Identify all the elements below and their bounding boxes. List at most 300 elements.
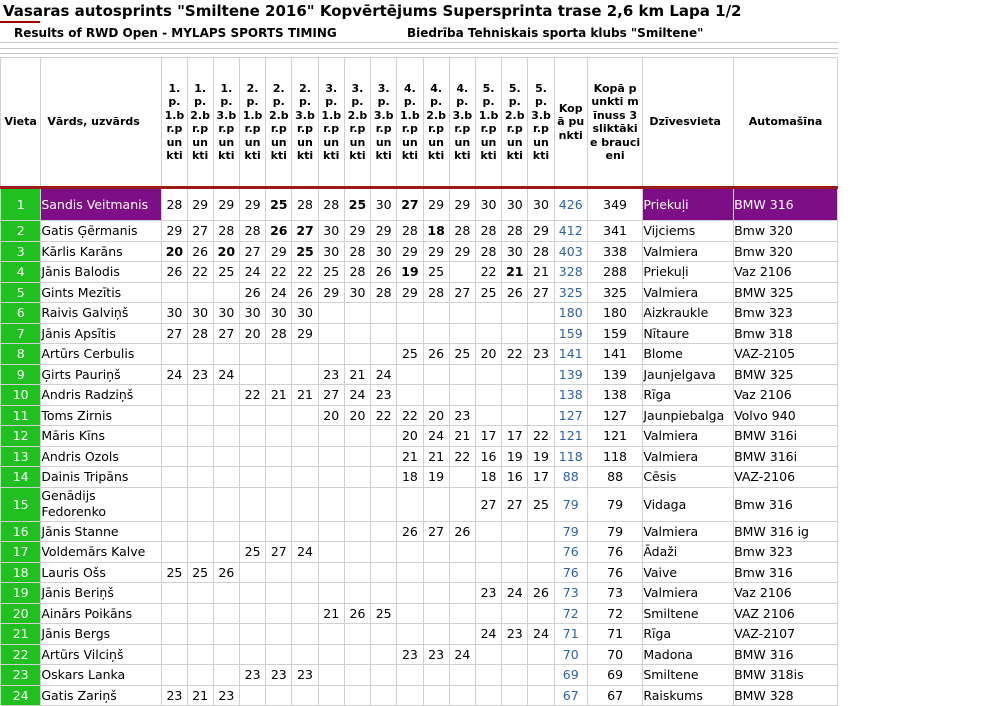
- stage-points: [371, 665, 397, 686]
- stage-points: [213, 583, 239, 604]
- stage-points: 30: [187, 303, 213, 324]
- page-title: Vasaras autosprints "Smiltene 2016" Kopvērtējums Supersprinta trase 2,6 km Lapa 1/2: [3, 2, 742, 20]
- stage-points: [187, 521, 213, 542]
- stage-points: [266, 426, 292, 447]
- total-points: 88: [554, 467, 587, 488]
- net-points: 138: [587, 385, 642, 406]
- header-stage-15: 5.p.3.br.punkti: [528, 58, 554, 188]
- stage-points: [266, 562, 292, 583]
- stage-points: 25: [423, 262, 449, 283]
- header-stage-5: 2.p.2.br.punkti: [266, 58, 292, 188]
- stage-points: [423, 323, 449, 344]
- stage-points: [475, 303, 501, 324]
- total-points: 159: [554, 323, 587, 344]
- stage-points: 23: [502, 624, 528, 645]
- driver-name: Voldemārs Kalve: [41, 542, 162, 563]
- stage-points: 21: [187, 685, 213, 706]
- car-model: BMW 325: [734, 364, 838, 385]
- header-stage-11: 4.p.2.br.punkti: [423, 58, 449, 188]
- car-model: BMW 316i: [734, 446, 838, 467]
- driver-name: Andris Ozols: [41, 446, 162, 467]
- stage-points: 21: [423, 446, 449, 467]
- stage-points: 24: [449, 644, 475, 665]
- stage-points: 23: [371, 385, 397, 406]
- total-points: 426: [554, 188, 587, 221]
- car-model: Vaz 2106: [734, 583, 838, 604]
- stage-points: [344, 446, 370, 467]
- stage-points: [502, 385, 528, 406]
- stage-points: [344, 644, 370, 665]
- total-points: 76: [554, 542, 587, 563]
- stage-points: 20: [318, 405, 344, 426]
- stage-points: [397, 364, 423, 385]
- stage-points: [292, 685, 318, 706]
- stage-points: [397, 562, 423, 583]
- stage-points: 23: [423, 644, 449, 665]
- stage-points: 24: [371, 364, 397, 385]
- driver-name: Raivis Galviņš: [41, 303, 162, 324]
- stage-points: [475, 603, 501, 624]
- stage-points: 28: [292, 188, 318, 221]
- stage-points: 30: [318, 241, 344, 262]
- car-model: VAZ-2106: [734, 467, 838, 488]
- stage-points: [397, 603, 423, 624]
- stage-points: 30: [239, 303, 265, 324]
- header-city: Dzīvesvieta: [643, 58, 734, 188]
- table-row: [1, 405, 838, 426]
- stage-points: 28: [239, 221, 265, 242]
- total-points: 72: [554, 603, 587, 624]
- stage-points: [423, 583, 449, 604]
- total-points: 69: [554, 665, 587, 686]
- stage-points: 27: [502, 487, 528, 521]
- table-row: [1, 426, 838, 447]
- stage-points: 30: [371, 241, 397, 262]
- stage-points: [318, 624, 344, 645]
- title-underline: [0, 21, 40, 23]
- header-name: Vārds, uzvārds: [41, 58, 162, 188]
- stage-points: [502, 521, 528, 542]
- stage-points: 28: [502, 221, 528, 242]
- stage-points: 27: [162, 323, 187, 344]
- table-row: [1, 385, 838, 406]
- stage-points: [162, 385, 187, 406]
- rank-cell: 6: [1, 303, 41, 324]
- stage-points: [187, 583, 213, 604]
- car-model: Bmw 320: [734, 221, 838, 242]
- total-points: 180: [554, 303, 587, 324]
- stage-points: 18: [475, 467, 501, 488]
- stage-points: [162, 644, 187, 665]
- rank-cell: 17: [1, 542, 41, 563]
- stage-points: [371, 426, 397, 447]
- stage-points: 30: [528, 188, 554, 221]
- total-points: 328: [554, 262, 587, 283]
- header-stage-2: 1.p.2.br.punkti: [187, 58, 213, 188]
- stage-points: [371, 521, 397, 542]
- stage-points: [475, 665, 501, 686]
- stage-points: 22: [371, 405, 397, 426]
- residence: Vaive: [643, 562, 734, 583]
- stage-points: 20: [239, 323, 265, 344]
- stage-points: [371, 562, 397, 583]
- residence: Valmiera: [643, 426, 734, 447]
- stage-points: [318, 426, 344, 447]
- stage-points: [213, 426, 239, 447]
- stage-points: 29: [318, 282, 344, 303]
- car-model: Vaz 2106: [734, 385, 838, 406]
- stage-points: [266, 624, 292, 645]
- rank-cell: 3: [1, 241, 41, 262]
- residence: Vijciems: [643, 221, 734, 242]
- stage-points: [449, 685, 475, 706]
- stage-points: 21: [266, 385, 292, 406]
- stage-points: 29: [266, 241, 292, 262]
- rank-cell: 1: [1, 188, 41, 221]
- rank-cell: 24: [1, 685, 41, 706]
- header-stage-1: 1.p.1.br.punkti: [162, 58, 187, 188]
- stage-points: 21: [318, 603, 344, 624]
- stage-points: 25: [266, 188, 292, 221]
- stage-points: [397, 624, 423, 645]
- stage-points: [266, 583, 292, 604]
- residence: Smiltene: [643, 603, 734, 624]
- stage-points: 20: [423, 405, 449, 426]
- stage-points: [528, 364, 554, 385]
- stage-points: 28: [318, 188, 344, 221]
- residence: Blome: [643, 344, 734, 365]
- stage-points: [213, 542, 239, 563]
- stage-points: [239, 467, 265, 488]
- stage-points: [162, 426, 187, 447]
- stage-points: 29: [371, 221, 397, 242]
- driver-name: Jānis Bergs: [41, 624, 162, 645]
- stage-points: [318, 665, 344, 686]
- net-points: 88: [587, 467, 642, 488]
- stage-points: 28: [344, 241, 370, 262]
- car-model: BMW 325: [734, 282, 838, 303]
- total-points: 127: [554, 405, 587, 426]
- stage-points: [162, 603, 187, 624]
- residence: Cēsis: [643, 467, 734, 488]
- stage-points: [344, 303, 370, 324]
- header-stage-14: 5.p.2.br.punkti: [502, 58, 528, 188]
- header-net-total: Kopā punkti mīnuss 3 sliktākie braucieni: [587, 58, 642, 188]
- stage-points: [318, 583, 344, 604]
- stage-points: [239, 685, 265, 706]
- stage-points: [528, 562, 554, 583]
- stage-points: [475, 644, 501, 665]
- stage-points: [187, 665, 213, 686]
- car-model: BMW 316i: [734, 426, 838, 447]
- table-row: [1, 188, 838, 221]
- stage-points: [423, 303, 449, 324]
- stage-points: [449, 542, 475, 563]
- stage-points: [292, 521, 318, 542]
- subtitle-club: Biedrība Tehniskais sporta klubs "Smiltene": [407, 26, 704, 40]
- stage-points: [213, 624, 239, 645]
- stage-points: 28: [371, 282, 397, 303]
- stage-points: [213, 282, 239, 303]
- table-row: [1, 323, 838, 344]
- stage-points: 24: [266, 282, 292, 303]
- stage-points: 24: [239, 262, 265, 283]
- stage-points: 24: [162, 364, 187, 385]
- residence: Smiltene: [643, 665, 734, 686]
- subtitle-timing: Results of RWD Open - MYLAPS SPORTS TIMING: [14, 26, 337, 40]
- table-row: [1, 542, 838, 563]
- stage-points: 27: [266, 542, 292, 563]
- stage-points: [475, 364, 501, 385]
- stage-points: [213, 446, 239, 467]
- stage-points: [502, 665, 528, 686]
- stage-points: [371, 344, 397, 365]
- stage-points: [213, 385, 239, 406]
- stage-points: [528, 603, 554, 624]
- residence: Valmiera: [643, 282, 734, 303]
- stage-points: [162, 344, 187, 365]
- stage-points: 30: [318, 221, 344, 242]
- stage-points: [371, 446, 397, 467]
- stage-points: 24: [475, 624, 501, 645]
- header-stage-10: 4.p.1.br.punkti: [397, 58, 423, 188]
- stage-points: 26: [187, 241, 213, 262]
- stage-points: [266, 644, 292, 665]
- driver-name: Ģirts Pauriņš: [41, 364, 162, 385]
- stage-points: 27: [239, 241, 265, 262]
- rank-cell: 7: [1, 323, 41, 344]
- stage-points: 29: [423, 188, 449, 221]
- stage-points: 29: [213, 188, 239, 221]
- stage-points: [239, 344, 265, 365]
- rank-cell: 16: [1, 521, 41, 542]
- residence: Jaunjelgava: [643, 364, 734, 385]
- stage-points: 29: [449, 188, 475, 221]
- stage-points: 21: [528, 262, 554, 283]
- stage-points: 28: [528, 241, 554, 262]
- table-row: [1, 344, 838, 365]
- stage-points: 23: [449, 405, 475, 426]
- stage-points: 20: [162, 241, 187, 262]
- stage-points: 17: [475, 426, 501, 447]
- net-points: 72: [587, 603, 642, 624]
- stage-points: 18: [423, 221, 449, 242]
- stage-points: 23: [397, 644, 423, 665]
- stage-points: [187, 624, 213, 645]
- stage-points: [475, 521, 501, 542]
- total-points: 70: [554, 644, 587, 665]
- stage-points: [371, 542, 397, 563]
- stage-points: [187, 467, 213, 488]
- stage-points: [187, 542, 213, 563]
- stage-points: 27: [213, 323, 239, 344]
- stage-points: [162, 583, 187, 604]
- stage-points: 28: [344, 262, 370, 283]
- stage-points: 17: [502, 426, 528, 447]
- divider: [0, 48, 838, 49]
- stage-points: 27: [397, 188, 423, 221]
- rank-cell: 11: [1, 405, 41, 426]
- stage-points: [449, 385, 475, 406]
- stage-points: [213, 603, 239, 624]
- stage-points: 23: [318, 364, 344, 385]
- stage-points: [266, 344, 292, 365]
- table-row: [1, 282, 838, 303]
- car-model: BMW 328: [734, 685, 838, 706]
- driver-name: Lauris Ošs: [41, 562, 162, 583]
- car-model: BMW 318is: [734, 665, 838, 686]
- stage-points: [449, 364, 475, 385]
- stage-points: [475, 542, 501, 563]
- stage-points: [502, 364, 528, 385]
- stage-points: [292, 562, 318, 583]
- stage-points: 30: [502, 241, 528, 262]
- rank-cell: 8: [1, 344, 41, 365]
- stage-points: [502, 303, 528, 324]
- stage-points: [528, 685, 554, 706]
- rank-cell: 20: [1, 603, 41, 624]
- total-points: 67: [554, 685, 587, 706]
- stage-points: 20: [397, 426, 423, 447]
- table-row: [1, 644, 838, 665]
- stage-points: [266, 405, 292, 426]
- rank-cell: 21: [1, 624, 41, 645]
- stage-points: [213, 344, 239, 365]
- stage-points: [371, 685, 397, 706]
- stage-points: 30: [292, 303, 318, 324]
- stage-points: [239, 405, 265, 426]
- net-points: 288: [587, 262, 642, 283]
- stage-points: 21: [344, 364, 370, 385]
- stage-points: [292, 583, 318, 604]
- table-row: [1, 665, 838, 686]
- table-row: [1, 583, 838, 604]
- stage-points: [344, 562, 370, 583]
- stage-points: [266, 364, 292, 385]
- residence: Raiskums: [643, 685, 734, 706]
- stage-points: 22: [528, 426, 554, 447]
- stage-points: [371, 467, 397, 488]
- stage-points: [318, 644, 344, 665]
- car-model: Bmw 323: [734, 303, 838, 324]
- net-points: 79: [587, 521, 642, 542]
- stage-points: 29: [187, 188, 213, 221]
- rank-cell: 13: [1, 446, 41, 467]
- stage-points: 19: [397, 262, 423, 283]
- stage-points: 28: [397, 221, 423, 242]
- stage-points: 27: [318, 385, 344, 406]
- net-points: 127: [587, 405, 642, 426]
- header-stage-4: 2.p.1.br.punkti: [239, 58, 265, 188]
- stage-points: 25: [292, 241, 318, 262]
- table-row: [1, 487, 838, 521]
- stage-points: 29: [344, 221, 370, 242]
- stage-points: 28: [266, 323, 292, 344]
- stage-points: [187, 487, 213, 521]
- stage-points: [528, 665, 554, 686]
- stage-points: [502, 562, 528, 583]
- driver-name: Jānis Apsītis: [41, 323, 162, 344]
- stage-points: [528, 542, 554, 563]
- total-points: 71: [554, 624, 587, 645]
- stage-points: [239, 487, 265, 521]
- net-points: 139: [587, 364, 642, 385]
- net-points: 67: [587, 685, 642, 706]
- stage-points: [318, 685, 344, 706]
- stage-points: 22: [397, 405, 423, 426]
- driver-name: Ainārs Poikāns: [41, 603, 162, 624]
- car-model: Volvo 940: [734, 405, 838, 426]
- table-row: [1, 603, 838, 624]
- table-row: [1, 241, 838, 262]
- stage-points: 26: [266, 221, 292, 242]
- stage-points: [423, 385, 449, 406]
- car-model: Bmw 316: [734, 487, 838, 521]
- stage-points: [423, 665, 449, 686]
- driver-name: Oskars Lanka: [41, 665, 162, 686]
- stage-points: 25: [187, 562, 213, 583]
- residence: Rīga: [643, 385, 734, 406]
- stage-points: [318, 487, 344, 521]
- table-row: [1, 562, 838, 583]
- rank-cell: 9: [1, 364, 41, 385]
- stage-points: [371, 487, 397, 521]
- residence: Vidaga: [643, 487, 734, 521]
- stage-points: 29: [528, 221, 554, 242]
- stage-points: 29: [397, 282, 423, 303]
- stage-points: [162, 282, 187, 303]
- stage-points: [318, 542, 344, 563]
- header-rank: Vieta: [1, 58, 41, 188]
- table-row: [1, 624, 838, 645]
- residence: Priekuļi: [643, 262, 734, 283]
- residence: Valmiera: [643, 241, 734, 262]
- total-points: 118: [554, 446, 587, 467]
- stage-points: [344, 665, 370, 686]
- total-points: 73: [554, 583, 587, 604]
- stage-points: 26: [344, 603, 370, 624]
- driver-name: Dainis Tripāns: [41, 467, 162, 488]
- total-points: 141: [554, 344, 587, 365]
- stage-points: [162, 405, 187, 426]
- stage-points: [371, 624, 397, 645]
- header-stage-12: 4.p.3.br.punkti: [449, 58, 475, 188]
- header-total: Kopā punkti: [554, 58, 587, 188]
- stage-points: [423, 603, 449, 624]
- stage-points: 28: [213, 221, 239, 242]
- header-stage-7: 3.p.1.br.punkti: [318, 58, 344, 188]
- stage-points: [344, 542, 370, 563]
- stage-points: [292, 344, 318, 365]
- stage-points: [187, 385, 213, 406]
- rank-cell: 19: [1, 583, 41, 604]
- stage-points: 25: [318, 262, 344, 283]
- stage-points: 29: [239, 188, 265, 221]
- stage-points: [318, 467, 344, 488]
- stage-points: 19: [423, 467, 449, 488]
- stage-points: [528, 323, 554, 344]
- stage-points: 25: [397, 344, 423, 365]
- stage-points: 22: [266, 262, 292, 283]
- stage-points: 24: [528, 624, 554, 645]
- total-points: 76: [554, 562, 587, 583]
- stage-points: [266, 521, 292, 542]
- residence: Aizkraukle: [643, 303, 734, 324]
- stage-points: [213, 521, 239, 542]
- table-row: [1, 467, 838, 488]
- net-points: 121: [587, 426, 642, 447]
- stage-points: [187, 282, 213, 303]
